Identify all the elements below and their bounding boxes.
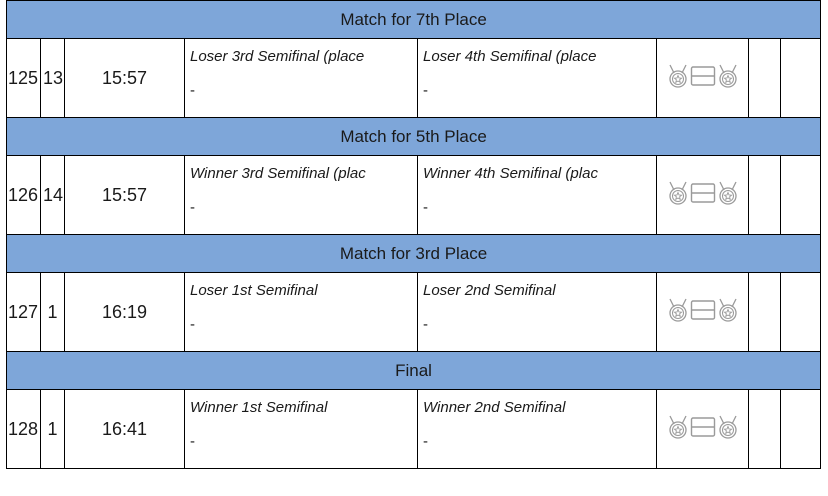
away-team-score: - xyxy=(423,82,428,99)
extra-cell xyxy=(781,390,821,469)
away-team-name: Loser 2nd Semifinal xyxy=(423,282,556,299)
match-number: 127 xyxy=(7,273,41,352)
extra-cell xyxy=(749,156,781,235)
extra-cell xyxy=(781,39,821,118)
section-title: Final xyxy=(7,352,821,390)
extra-cell xyxy=(781,156,821,235)
extra-cell xyxy=(749,273,781,352)
match-icons[interactable] xyxy=(657,156,749,235)
scoreboard-icon[interactable] xyxy=(690,65,716,87)
away-team-cell[interactable] xyxy=(418,390,657,469)
home-team-score: - xyxy=(190,433,195,450)
match-row[interactable] xyxy=(7,390,821,469)
scoreboard-icon[interactable] xyxy=(690,299,716,321)
section-title: Match for 5th Place xyxy=(7,118,821,156)
home-team-cell[interactable] xyxy=(185,273,418,352)
section-header xyxy=(7,235,821,273)
match-row[interactable] xyxy=(7,156,821,235)
medal-icon[interactable] xyxy=(717,297,739,323)
medal-icon[interactable] xyxy=(667,180,689,206)
section-title: Match for 7th Place xyxy=(7,1,821,39)
away-team-name: Winner 2nd Semifinal xyxy=(423,399,566,416)
section-header xyxy=(7,118,821,156)
home-team-name: Winner 3rd Semifinal (plac xyxy=(190,165,366,182)
away-team-cell[interactable] xyxy=(418,273,657,352)
away-team-score: - xyxy=(423,316,428,333)
match-icons[interactable] xyxy=(657,390,749,469)
away-team-cell[interactable] xyxy=(418,156,657,235)
match-time: 15:57 xyxy=(65,156,185,235)
medal-icon[interactable] xyxy=(717,180,739,206)
away-team-score: - xyxy=(423,199,428,216)
schedule-table xyxy=(6,0,821,469)
section-header xyxy=(7,352,821,390)
scoreboard-icon[interactable] xyxy=(690,182,716,204)
extra-cell xyxy=(749,39,781,118)
home-team-name: Loser 3rd Semifinal (place xyxy=(190,48,365,65)
section-header xyxy=(7,1,821,39)
away-team-name: Winner 4th Semifinal (plac xyxy=(423,165,598,182)
match-row[interactable] xyxy=(7,273,821,352)
medal-icon[interactable] xyxy=(667,414,689,440)
field-number: 14 xyxy=(41,156,65,235)
home-team-cell[interactable] xyxy=(185,156,418,235)
home-team-cell[interactable] xyxy=(185,390,418,469)
section-title: Match for 3rd Place xyxy=(7,235,821,273)
match-time: 16:41 xyxy=(65,390,185,469)
home-team-score: - xyxy=(190,316,195,333)
match-number: 128 xyxy=(7,390,41,469)
field-number: 1 xyxy=(41,273,65,352)
medal-icon[interactable] xyxy=(717,63,739,89)
extra-cell xyxy=(781,273,821,352)
medal-icon[interactable] xyxy=(717,414,739,440)
home-team-score: - xyxy=(190,82,195,99)
away-team-name: Loser 4th Semifinal (place xyxy=(423,48,597,65)
match-icons[interactable] xyxy=(657,273,749,352)
extra-cell xyxy=(749,390,781,469)
scoreboard-icon[interactable] xyxy=(690,416,716,438)
away-team-cell[interactable] xyxy=(418,39,657,118)
home-team-name: Winner 1st Semifinal xyxy=(190,399,328,416)
match-number: 125 xyxy=(7,39,41,118)
match-time: 15:57 xyxy=(65,39,185,118)
medal-icon[interactable] xyxy=(667,297,689,323)
match-time: 16:19 xyxy=(65,273,185,352)
home-team-cell[interactable] xyxy=(185,39,418,118)
home-team-name: Loser 1st Semifinal xyxy=(190,282,318,299)
field-number: 1 xyxy=(41,390,65,469)
medal-icon[interactable] xyxy=(667,63,689,89)
away-team-score: - xyxy=(423,433,428,450)
home-team-score: - xyxy=(190,199,195,216)
match-icons[interactable] xyxy=(657,39,749,118)
match-row[interactable] xyxy=(7,39,821,118)
field-number: 13 xyxy=(41,39,65,118)
match-number: 126 xyxy=(7,156,41,235)
